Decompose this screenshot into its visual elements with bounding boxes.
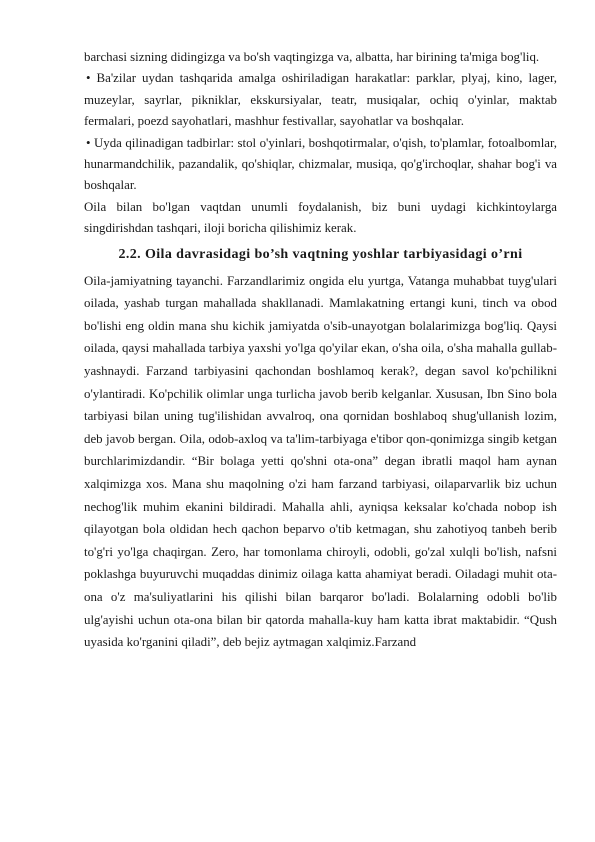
section-heading: 2.2. Oila davrasidagi bo’sh vaqtning yoshlar tarbiyasidagi o’rni <box>118 246 523 262</box>
paragraph-outdoor-activities: • Ba'zilar uydan tashqarida amalga oshiriladigan harakatlar: parklar, plyaj, kino, lager, muzeylar, sayrlar, pikniklar, ekskursiyalar, teatr, musiqalar, ochiq o'yinlar, maktab fermalari, poezd sayohatlari, mashhur festivallar, sayohatlar va boshqalar. <box>84 71 557 129</box>
paragraph-intro-end: barchasi sizning didingizga va bo'sh vaqtingizga va, albatta, har birining ta'miga bog'liq. <box>84 50 540 64</box>
document-page <box>84 47 557 654</box>
paragraph-main-body: Oila-jamiyatning tayanchi. Farzandlarimiz ongida elu yurtga, Vatanga muhabbat tuyg'ulari oilada, yashab turgan mahallada shakllanadi. Mamlakatning ertangi kuni, tinch va obod bo'lishi eng oldin mana shu kichik jamiyatda o'sib-unayotgan bolalarimizga bog'liq. Qaysi oilada, qaysi mahallada tarbiya yaxshi yo'lga qo'yilar ekan, o'sha oila, o'sha mahalla gullab-yashnaydi. Farzand tarbiyasini qachondan boshlamoq kerak?, degan savol ko'pchilikni o'ylantiradi. Ko'pchilik olimlar unga turlicha javob berib kelganlar. Xususan, Ibn Sino bola tarbiyasi bilan uning tug'ilishidan avvalroq, ona qornidan boshlaboq shug'ullanish lozim, deb javob bergan. Oila, odob-axloq va ta'lim-tarbiyaga e'tibor qon-qonimizga singib ketgan burchlarimizdandir. “Bir bolaga yetti qo'shni ota-ona” degan ibratli maqol ham aynan xalqimizga xos. Mana shu maqolning o'zi ham farzand tarbiyasi, oilaparvarlik biz uchun nechog'lik muhim ekanini bildiradi. Mahalla ahli, ayniqsa keksalar ko'chada nobop ish qilayotgan bola oldidan hech qachon beparvo o'tib ketmagan, shu zahotiyoq tanbeh berib to'g'ri yo'lga chaqirgan. Zero, har tomonlama chiroyli, odobli, go'zal xulqli bo'lish, nafsni poklashga buyuruvchi muqaddas dinimiz oilaga katta ahamiyat beradi. Oiladagi muhit ota-ona o'z ma'suliyatlarini his qilishi bilan barqaror bo'ladi. Bolalarning odobli bo'lib ulg'ayishi uchun ota-ona bilan bir qatorda mahalla-kuy ham katta ibrat maktabidir. “Qush uyasida ko'rganini qiladi”, deb bejiz aytmagan xalqimiz.Farzand <box>84 273 557 650</box>
paragraph-family-time: Oila bilan bo'lgan vaqtdan unumli foydalanish, biz buni uydagi kichkintoylarga singdirishdan tashqari, iloji boricha qilishimiz kerak. <box>84 199 557 236</box>
paragraph-indoor-activities: • Uyda qilinadigan tadbirlar: stol o'yinlari, boshqotirmalar, o'qish, to'plamlar, fotoalbomlar, hunarmandchilik, pazandalik, qo'shiqlar, chizmalar, musiqa, qo'g'irchoqlar, shahar bog'i va boshqalar. <box>84 135 557 193</box>
